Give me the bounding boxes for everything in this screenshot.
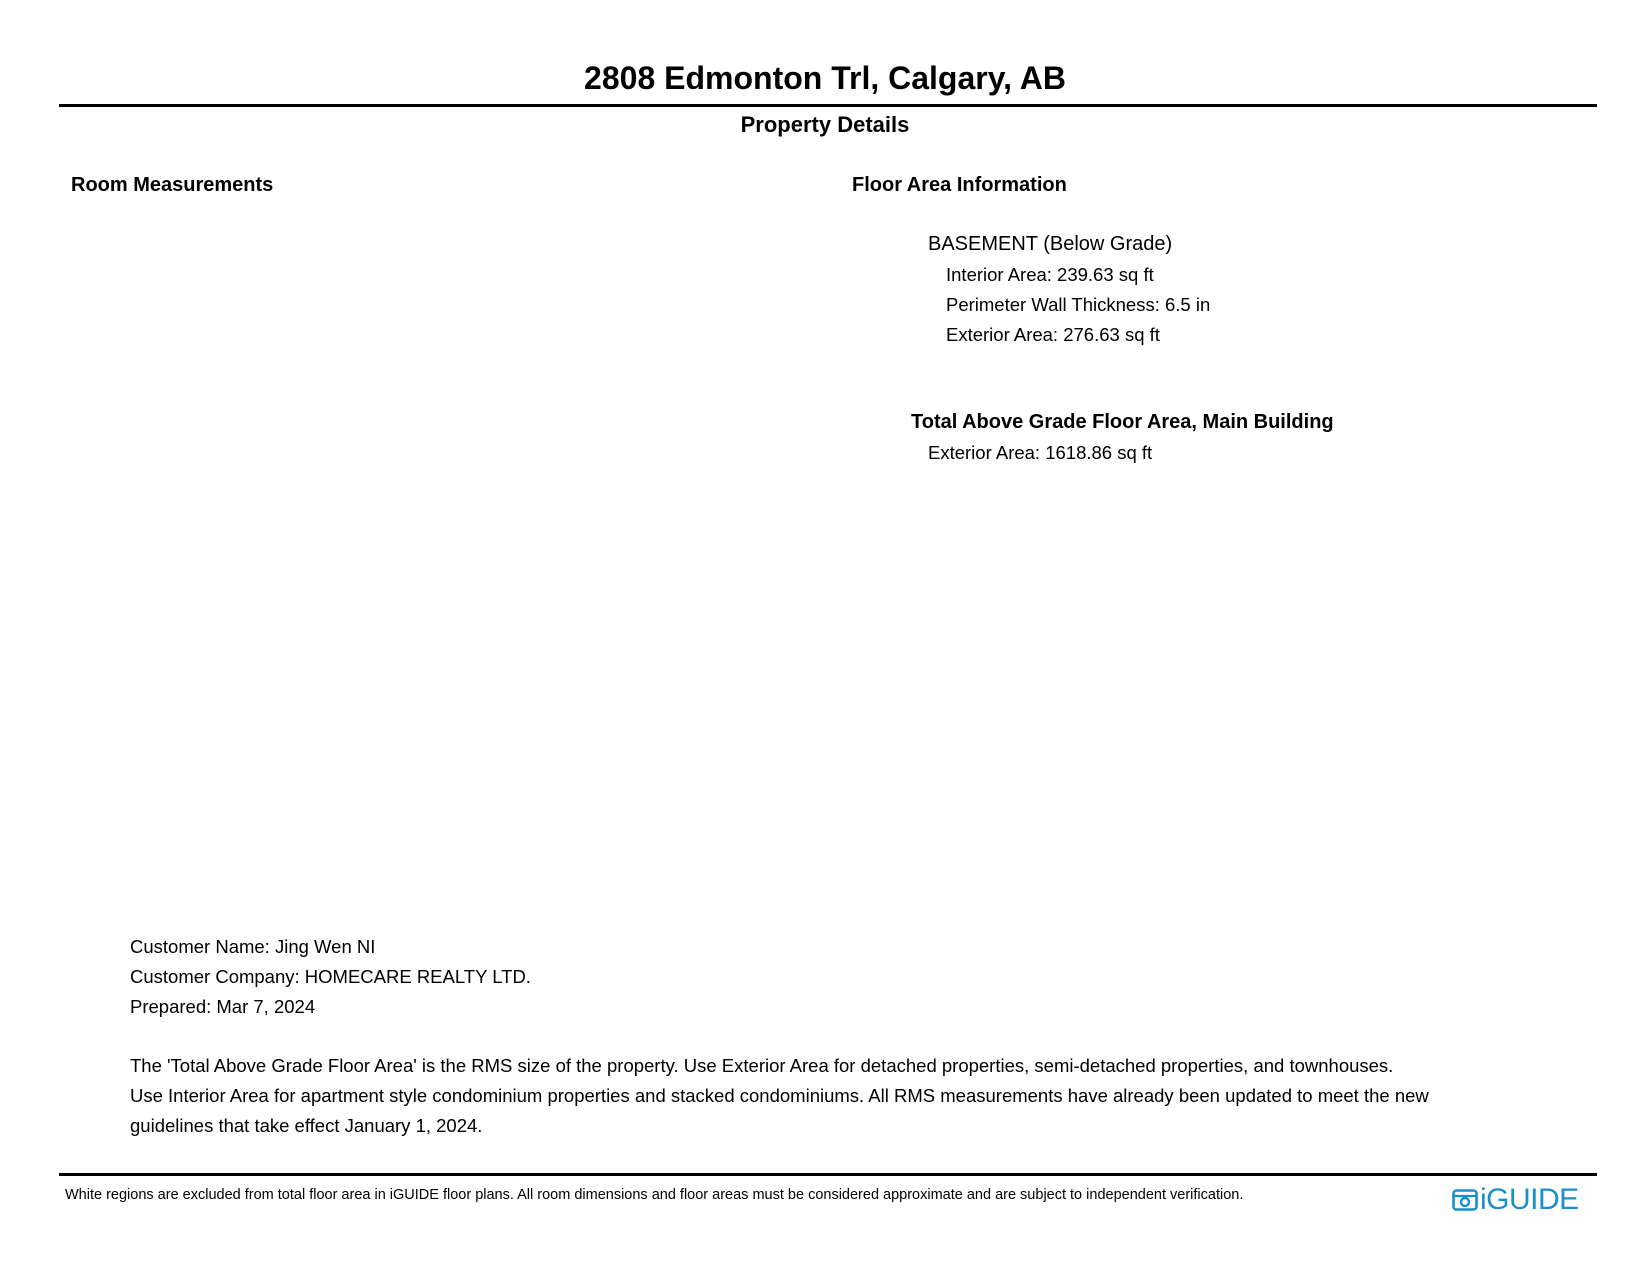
prepared-date: Prepared: Mar 7, 2024 bbox=[130, 996, 316, 1017]
rms-note-line-3: guidelines that take effect January 1, 2024. bbox=[130, 1115, 483, 1136]
footer-divider bbox=[59, 1173, 1597, 1176]
camera-icon bbox=[1452, 1187, 1478, 1213]
basement-label: BASEMENT (Below Grade) bbox=[928, 233, 1173, 255]
basement-exterior-area: Exterior Area: 276.63 sq ft bbox=[946, 324, 1160, 345]
customer-company: Customer Company: HOMECARE REALTY LTD. bbox=[130, 966, 531, 987]
page-subtitle: Property Details bbox=[740, 112, 910, 137]
header-divider bbox=[59, 104, 1597, 107]
floor-area-heading: Floor Area Information bbox=[852, 174, 1067, 196]
total-above-grade-exterior-area: Exterior Area: 1618.86 sq ft bbox=[928, 442, 1153, 463]
rms-note-line-1: The 'Total Above Grade Floor Area' is the RMS size of the property. Use Exterior Area for detached properties, semi-detached properties, and townhouses. bbox=[130, 1055, 1394, 1076]
total-above-grade-label: Total Above Grade Floor Area, Main Building bbox=[911, 411, 1334, 433]
customer-name: Customer Name: Jing Wen NI bbox=[130, 936, 376, 957]
iguide-logo bbox=[1452, 1184, 1579, 1216]
room-measurements-heading: Room Measurements bbox=[71, 174, 274, 196]
basement-wall-thickness: Perimeter Wall Thickness: 6.5 in bbox=[946, 294, 1211, 315]
footer-disclaimer: White regions are excluded from total floor area in iGUIDE floor plans. All room dimensions and floor areas must be considered approximate and are subject to independent verification. bbox=[65, 1187, 1244, 1203]
page-title: 2808 Edmonton Trl, Calgary, AB bbox=[584, 60, 1066, 96]
iguide-logo-text: iGUIDE bbox=[1480, 1183, 1579, 1216]
basement-interior-area: Interior Area: 239.63 sq ft bbox=[946, 264, 1154, 285]
rms-note-line-2: Use Interior Area for apartment style condominium properties and stacked condominiums. All RMS measurements have already been updated to meet the new bbox=[130, 1085, 1429, 1106]
